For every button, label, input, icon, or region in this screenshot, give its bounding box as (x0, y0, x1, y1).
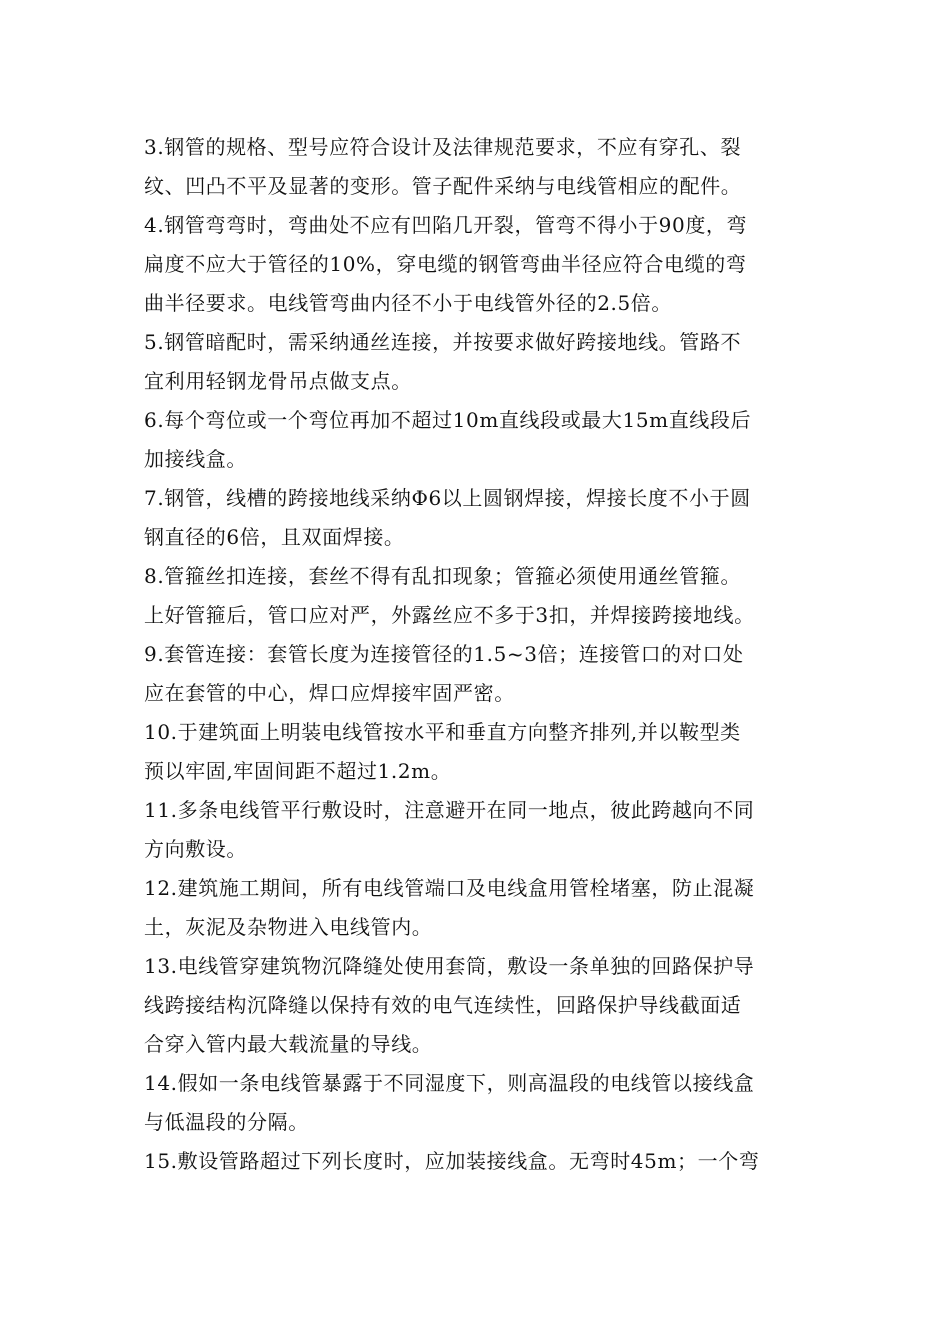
text-line: 与低温段的分隔。 (144, 1110, 309, 1134)
paragraph-item-5 (144, 323, 808, 401)
paragraph-item-14 (144, 1064, 808, 1142)
paragraph-item-12 (144, 869, 808, 947)
text-line: 7.钢管，线槽的跨接地线采纳Φ6以上圆钢焊接，焊接长度不小于圆 (144, 486, 751, 510)
text-line: 11.多条电线管平行敷设时，注意避开在同一地点，彼此跨越向不同 (144, 798, 755, 822)
paragraph-item-15 (144, 1142, 808, 1181)
text-line: 钢直径的6倍，且双面焊接。 (144, 525, 405, 549)
text-line: 4.钢管弯弯时，弯曲处不应有凹陷几开裂，管弯不得小于90度，弯 (144, 213, 748, 237)
text-line: 10.于建筑面上明装电线管按水平和垂直方向整齐排列,并以鞍型类 (144, 720, 741, 744)
paragraph-item-6 (144, 401, 808, 479)
text-line: 应在套管的中心，焊口应焊接牢固严密。 (144, 681, 515, 705)
paragraph-item-8 (144, 557, 808, 635)
text-line: 8.管箍丝扣连接，套丝不得有乱扣现象；管箍必须使用通丝管箍。 (144, 564, 742, 588)
paragraph-item-10 (144, 713, 808, 791)
paragraph-item-13 (144, 947, 808, 1064)
text-line: 3.钢管的规格、型号应符合设计及法律规范要求，不应有穿孔、裂 (144, 135, 742, 159)
paragraph-item-11 (144, 791, 808, 869)
text-line: 5.钢管暗配时，需采纳通丝连接，并按要求做好跨接地线。管路不 (144, 330, 742, 354)
text-line: 宜利用轻钢龙骨吊点做支点。 (144, 369, 412, 393)
text-line: 13.电线管穿建筑物沉降缝处使用套筒，敷设一条单独的回路保护导 (144, 954, 755, 978)
text-line: 纹、凹凸不平及显著的变形。管子配件采纳与电线管相应的配件。 (144, 174, 742, 198)
text-line: 土，灰泥及杂物进入电线管内。 (144, 915, 433, 939)
text-line: 线跨接结构沉降缝以保持有效的电气连续性，回路保护导线截面适 (144, 993, 742, 1017)
text-line: 合穿入管内最大载流量的导线。 (144, 1032, 433, 1056)
paragraph-item-3 (144, 128, 808, 206)
document-body (144, 128, 808, 1181)
paragraph-item-7 (144, 479, 808, 557)
text-line: 6.每个弯位或一个弯位再加不超过10m直线段或最大15m直线段后 (144, 408, 752, 432)
text-line: 12.建筑施工期间，所有电线管端口及电线盒用管栓堵塞，防止混凝 (144, 876, 755, 900)
text-line: 方向敷设。 (144, 837, 247, 861)
paragraph-item-9 (144, 635, 808, 713)
text-line: 上好管箍后，管口应对严，外露丝应不多于3扣，并焊接跨接地线。 (144, 603, 755, 627)
paragraph-item-4 (144, 206, 808, 323)
text-line: 加接线盒。 (144, 447, 247, 471)
text-line: 扁度不应大于管径的10%，穿电缆的钢管弯曲半径应符合电缆的弯 (144, 252, 747, 276)
text-line: 15.敷设管路超过下列长度时，应加装接线盒。无弯时45m；一个弯 (144, 1149, 760, 1173)
text-line: 预以牢固,牢固间距不超过1.2m。 (144, 759, 452, 783)
text-line: 曲半径要求。电线管弯曲内径不小于电线管外径的2.5倍。 (144, 291, 673, 315)
text-line: 9.套管连接：套管长度为连接管径的1.5~3倍；连接管口的对口处 (144, 642, 744, 666)
text-line: 14.假如一条电线管暴露于不同湿度下，则高温段的电线管以接线盒 (144, 1071, 755, 1095)
